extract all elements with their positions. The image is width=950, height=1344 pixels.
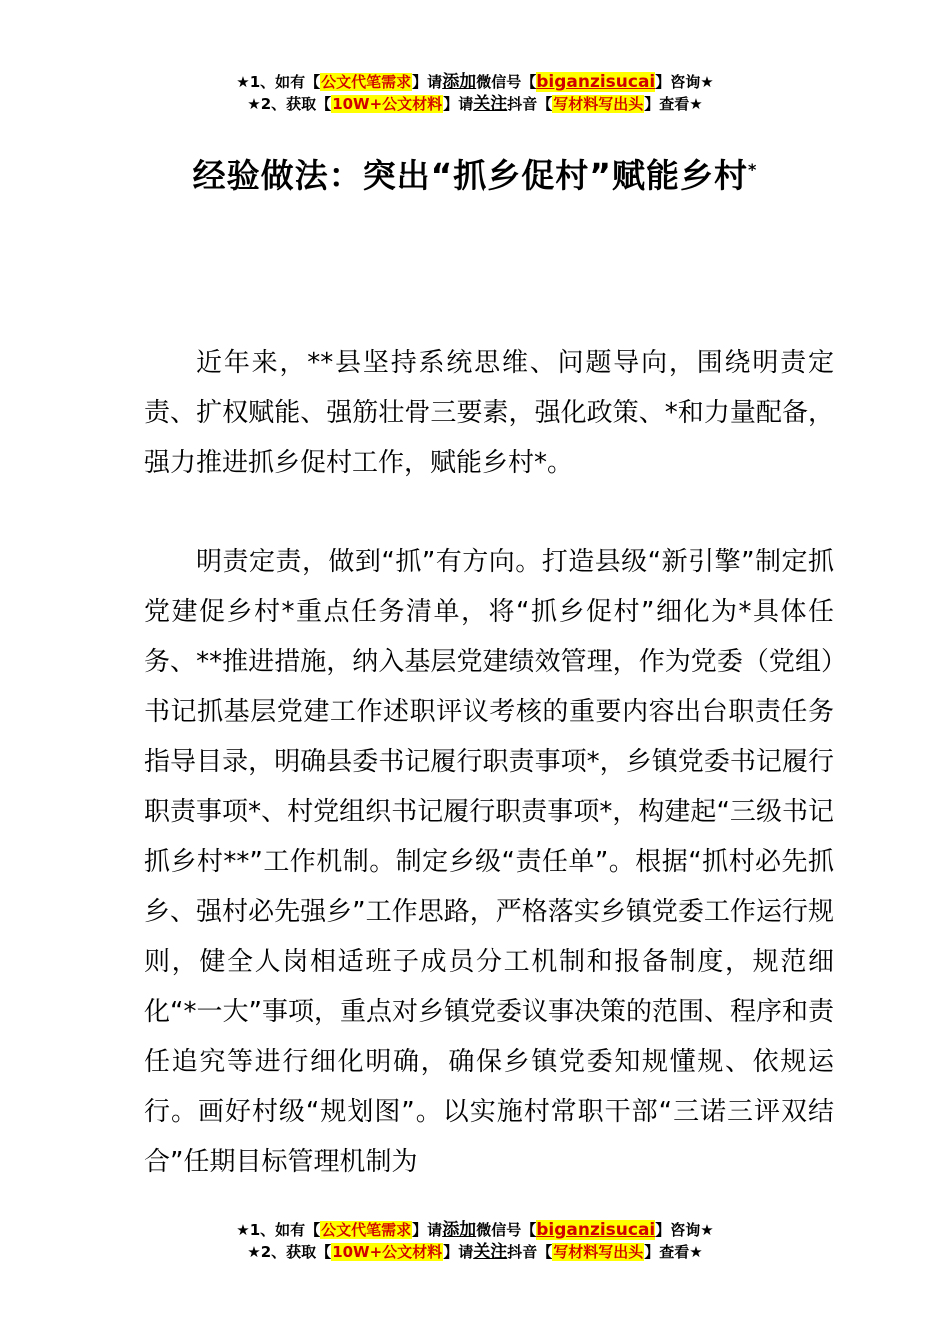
highlight-service: 公文代笔需求 — [321, 73, 412, 91]
promo-line-1: ★1、如有【公文代笔需求】请添加微信号【biganzisucai】咨询★ — [236, 1220, 714, 1240]
highlight-materials: 10W+公文材料 — [332, 1243, 443, 1261]
promo-banner-bottom — [0, 1219, 950, 1263]
wechat-id-link[interactable]: biganzisucai — [536, 1220, 656, 1240]
promo-line-2: ★2、获取【10W+公文材料】请关注抖音【写材料写出头】查看★ — [247, 1242, 703, 1262]
promo-line-1: ★1、如有【公文代笔需求】请添加微信号【biganzisucai】咨询★ — [236, 72, 714, 92]
paragraph-intro: 近年来，**县坚持系统思维、问题导向，围绕明责定责、扩权赋能、强筋壮骨三要素，强化政策、*和力量配备，强力推进抓乡促村工作，赋能乡村*。 — [144, 348, 834, 478]
promo-line-2: ★2、获取【10W+公文材料】请关注抖音【写材料写出头】查看★ — [247, 94, 703, 114]
paragraph-body: 明责定责，做到“抓”有方向。打造县级“新引擎”制定抓党建促乡村*重点任务清单，将“抓乡促村”细化为*具体任务、**推进措施，纳入基层党建绩效管理，作为党委（党组）书记抓基层党建工作述职评议考核的重要内容出台职责任务指导目录，明确县委书记履行职责事项*，乡镇党委书记履行职责事项*、村党组织书记履行职责事项*，构建起“三级书记抓乡村**”工作机制。制定乡级“责任单”。根据“抓村必先抓乡、强村必先强乡”工作思路，严格落实乡镇党委工作运行规则，健全人岗相适班子成员分工机制和报备制度，规范细化“*一大”事项，重点对乡镇党委议事决策的范围、程序和责任追究等进行细化明确，确保乡镇党委知规懂规、依规运行。画好村级“规划图”。以实施村常职干部“三诺三评双结合”任期目标管理机制为 — [144, 547, 834, 1177]
highlight-materials: 10W+公文材料 — [332, 95, 443, 113]
document-title: 经验做法：突出“抓乡促村”赋能乡村* — [192, 156, 758, 195]
wechat-id-link[interactable]: biganzisucai — [536, 72, 656, 92]
promo-banner-top — [0, 71, 950, 115]
highlight-douyin: 写材料写出头 — [553, 95, 644, 113]
highlight-douyin: 写材料写出头 — [553, 1243, 644, 1261]
highlight-service: 公文代笔需求 — [321, 1221, 412, 1239]
